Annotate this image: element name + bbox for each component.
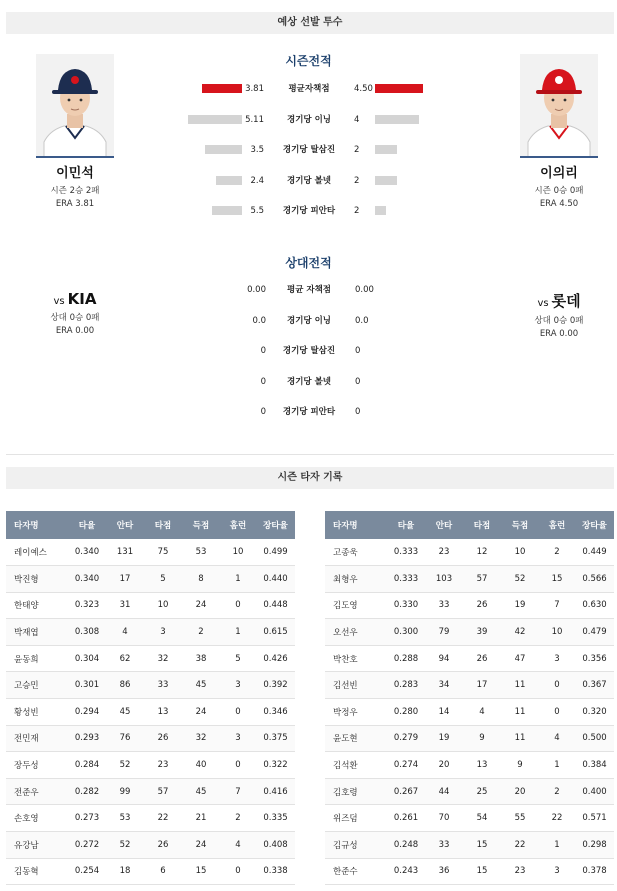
h2h-compare-row <box>0 375 617 389</box>
stat-cell: 42 <box>501 619 539 646</box>
right-stat-bar <box>375 84 423 93</box>
stat-cell: 11 <box>501 672 539 699</box>
left-stat-value: 5.5 <box>250 206 264 216</box>
stat-cell: 52 <box>501 566 539 593</box>
stat-cell: 0.282 <box>68 778 106 805</box>
table-row <box>6 672 295 699</box>
stat-cell: 38 <box>182 645 220 672</box>
table-row <box>6 832 295 859</box>
stat-cell: 23 <box>425 539 463 566</box>
stat-cell: 0.566 <box>575 566 614 593</box>
stat-cell: 0.300 <box>387 619 425 646</box>
stat-cell: 0.630 <box>575 592 614 619</box>
batter-name-cell: 박재엽 <box>6 619 68 646</box>
stat-cell: 15 <box>539 566 575 593</box>
stat-cell: 20 <box>501 778 539 805</box>
batter-name-cell: 박진형 <box>6 566 68 593</box>
left-h2h-value: 0.0 <box>252 315 266 326</box>
right-pitcher-name: 이의리 <box>540 166 578 181</box>
left-pitcher-record: 시즌 2승 2패 <box>50 186 100 196</box>
right-stat-value: 2 <box>354 206 360 216</box>
stat-cell: 54 <box>463 805 501 832</box>
stat-cell: 31 <box>106 592 144 619</box>
page-header <box>6 12 614 34</box>
column-header: 안타 <box>106 511 144 539</box>
stat-cell: 24 <box>182 699 220 726</box>
batter-name-cell: 전민재 <box>6 725 68 752</box>
stat-cell: 86 <box>106 672 144 699</box>
left-stat-value: 5.11 <box>245 114 264 125</box>
stat-cell: 15 <box>463 858 501 885</box>
batter-name-cell: 김석환 <box>325 752 387 779</box>
batter-name-cell: 한태양 <box>6 592 68 619</box>
column-header: 타율 <box>68 511 106 539</box>
batter-name-cell: 박찬호 <box>325 645 387 672</box>
batter-name-cell: 위즈덤 <box>325 805 387 832</box>
h2h-label: 경기당 탈삼진 <box>282 346 336 356</box>
stat-cell: 11 <box>501 725 539 752</box>
column-header: 타자명 <box>6 511 68 539</box>
stat-cell: 26 <box>463 592 501 619</box>
stat-cell: 40 <box>182 752 220 779</box>
stat-cell: 0 <box>539 672 575 699</box>
batter-name-cell: 윤도현 <box>325 725 387 752</box>
h2h-compare-row <box>0 283 617 297</box>
batter-name-cell: 김동혁 <box>6 858 68 885</box>
table-row <box>325 645 614 672</box>
stat-cell: 19 <box>501 592 539 619</box>
stat-cell: 0 <box>220 858 256 885</box>
table-row <box>325 805 614 832</box>
stat-cell: 26 <box>463 645 501 672</box>
stat-cell: 22 <box>144 805 182 832</box>
stat-cell: 0.330 <box>387 592 425 619</box>
left-vs-prefix: vs <box>53 296 65 307</box>
left-pitcher-name: 이민석 <box>56 166 94 181</box>
stat-cell: 2 <box>539 539 575 566</box>
stat-cell: 0.384 <box>575 752 614 779</box>
stat-cell: 3 <box>539 645 575 672</box>
stat-cell: 26 <box>144 725 182 752</box>
table-row <box>6 752 295 779</box>
stat-cell: 0.340 <box>68 566 106 593</box>
right-pitcher-record: 시즌 0승 0패 <box>534 186 584 196</box>
stat-cell: 24 <box>182 832 220 859</box>
stat-cell: 26 <box>144 832 182 859</box>
stat-cell: 0.308 <box>68 619 106 646</box>
stat-cell: 0.272 <box>68 832 106 859</box>
right-h2h-value: 0 <box>355 407 361 417</box>
stat-cell: 0.283 <box>387 672 425 699</box>
left-h2h-value: 0 <box>260 376 266 387</box>
table-row <box>325 832 614 859</box>
right-vs-record: 상대 0승 0패 <box>534 316 584 326</box>
column-header: 타율 <box>387 511 425 539</box>
left-batter-table <box>6 511 295 885</box>
table-row <box>325 672 614 699</box>
h2h-label: 경기당 이닝 <box>286 315 331 326</box>
batter-name-cell: 오선우 <box>325 619 387 646</box>
table-row <box>6 858 295 885</box>
stat-cell: 45 <box>182 672 220 699</box>
batter-name-cell: 한준수 <box>325 858 387 885</box>
stat-cell: 0.304 <box>68 645 106 672</box>
stat-cell: 17 <box>106 566 144 593</box>
stat-cell: 21 <box>182 805 220 832</box>
stat-cell: 0.279 <box>387 725 425 752</box>
stat-cell: 57 <box>144 778 182 805</box>
stat-cell: 4 <box>220 832 256 859</box>
stat-cell: 36 <box>425 858 463 885</box>
table-row <box>6 645 295 672</box>
batter-name-cell: 박정우 <box>325 699 387 726</box>
stat-cell: 33 <box>425 832 463 859</box>
stat-label: 경기당 볼넷 <box>286 175 331 186</box>
h2h-label: 경기당 볼넷 <box>286 376 331 387</box>
right-vs-prefix: vs <box>537 298 549 309</box>
season-compare-row <box>0 113 617 127</box>
stat-cell: 22 <box>501 832 539 859</box>
left-h2h-value: 0 <box>260 346 266 356</box>
stat-cell: 0.267 <box>387 778 425 805</box>
stat-cell: 15 <box>182 858 220 885</box>
column-header: 홈런 <box>220 511 256 539</box>
stat-cell: 0 <box>220 699 256 726</box>
stat-cell: 9 <box>501 752 539 779</box>
stat-cell: 0.301 <box>68 672 106 699</box>
stat-cell: 0.408 <box>256 832 295 859</box>
stat-cell: 0.273 <box>68 805 106 832</box>
batter-name-cell: 전준우 <box>6 778 68 805</box>
stat-cell: 62 <box>106 645 144 672</box>
stat-cell: 3 <box>539 858 575 885</box>
stat-cell: 32 <box>182 725 220 752</box>
stat-cell: 0.323 <box>68 592 106 619</box>
stat-cell: 52 <box>106 832 144 859</box>
table-row <box>325 725 614 752</box>
table-row <box>6 619 295 646</box>
table-row <box>6 778 295 805</box>
column-header: 득점 <box>501 511 539 539</box>
stat-cell: 7 <box>539 592 575 619</box>
stat-cell: 0.346 <box>256 699 295 726</box>
stat-cell: 79 <box>425 619 463 646</box>
right-vs-era: ERA 0.00 <box>539 329 579 339</box>
batter-section-header <box>6 467 614 489</box>
stat-cell: 3 <box>144 619 182 646</box>
stat-cell: 0.322 <box>256 752 295 779</box>
table-row <box>6 539 295 566</box>
stat-label: 경기당 이닝 <box>286 114 331 125</box>
stat-cell: 131 <box>106 539 144 566</box>
h2h-compare-row <box>0 314 617 328</box>
batter-name-cell: 유강남 <box>6 832 68 859</box>
stat-cell: 0.333 <box>387 539 425 566</box>
stat-cell: 2 <box>182 619 220 646</box>
stat-label: 경기당 탈삼진 <box>282 145 336 155</box>
stat-cell: 25 <box>463 778 501 805</box>
stat-cell: 10 <box>220 539 256 566</box>
stat-cell: 1 <box>220 619 256 646</box>
stat-cell: 4 <box>463 699 501 726</box>
section-divider <box>6 454 614 455</box>
stat-cell: 0.333 <box>387 566 425 593</box>
stat-cell: 3 <box>220 725 256 752</box>
batter-name-cell: 고승민 <box>6 672 68 699</box>
stat-cell: 0.356 <box>575 645 614 672</box>
batter-name-cell: 김도영 <box>325 592 387 619</box>
right-stat-bar <box>375 145 397 154</box>
stat-cell: 0.416 <box>256 778 295 805</box>
table-row <box>6 805 295 832</box>
season-compare-row <box>0 82 617 96</box>
h2h-compare-row <box>0 405 617 419</box>
season-compare-row <box>0 204 617 218</box>
header-title: 예상 선발 투수 <box>277 17 343 28</box>
batter-name-cell: 김선빈 <box>325 672 387 699</box>
stat-cell: 0 <box>539 699 575 726</box>
stat-cell: 0.400 <box>575 778 614 805</box>
stat-cell: 0.338 <box>256 858 295 885</box>
stat-cell: 0.280 <box>387 699 425 726</box>
stat-cell: 94 <box>425 645 463 672</box>
stat-cell: 22 <box>539 805 575 832</box>
batter-name-cell: 고종욱 <box>325 539 387 566</box>
table-row <box>325 539 614 566</box>
stat-cell: 55 <box>501 805 539 832</box>
stat-cell: 53 <box>182 539 220 566</box>
stat-cell: 0.340 <box>68 539 106 566</box>
stat-cell: 4 <box>539 725 575 752</box>
left-stat-value: 2.4 <box>250 175 264 186</box>
stat-cell: 3 <box>220 672 256 699</box>
stat-label: 평균자책점 <box>288 84 330 94</box>
stat-cell: 18 <box>106 858 144 885</box>
stat-cell: 0.293 <box>68 725 106 752</box>
stat-cell: 23 <box>501 858 539 885</box>
stat-cell: 75 <box>144 539 182 566</box>
stat-cell: 0.378 <box>575 858 614 885</box>
stat-cell: 0.392 <box>256 672 295 699</box>
table-row <box>6 725 295 752</box>
table-row <box>6 699 295 726</box>
stat-cell: 4 <box>106 619 144 646</box>
stat-cell: 0.335 <box>256 805 295 832</box>
stat-cell: 12 <box>463 539 501 566</box>
stat-cell: 0.448 <box>256 592 295 619</box>
right-batter-table <box>325 511 614 885</box>
stat-cell: 23 <box>144 752 182 779</box>
right-pitcher-era: ERA 4.50 <box>539 199 579 209</box>
right-h2h-value: 0.00 <box>355 285 374 295</box>
right-stat-value: 2 <box>354 145 360 155</box>
stat-cell: 13 <box>144 699 182 726</box>
column-header: 타점 <box>144 511 182 539</box>
stat-cell: 9 <box>463 725 501 752</box>
stat-cell: 39 <box>463 619 501 646</box>
stat-cell: 0.571 <box>575 805 614 832</box>
batter-section-title: 시즌 타자 기록 <box>277 472 343 483</box>
stat-cell: 10 <box>501 539 539 566</box>
stat-cell: 7 <box>220 778 256 805</box>
stat-cell: 33 <box>144 672 182 699</box>
stat-cell: 20 <box>425 752 463 779</box>
left-h2h-value: 0.00 <box>247 285 266 295</box>
stat-cell: 0.367 <box>575 672 614 699</box>
stat-cell: 0.426 <box>256 645 295 672</box>
batter-name-cell: 황성빈 <box>6 699 68 726</box>
stat-cell: 0.500 <box>575 725 614 752</box>
stat-cell: 13 <box>463 752 501 779</box>
column-header: 타점 <box>463 511 501 539</box>
left-stat-value: 3.81 <box>245 84 264 94</box>
right-stat-bar <box>375 176 397 185</box>
column-header: 장타율 <box>575 511 614 539</box>
stat-cell: 99 <box>106 778 144 805</box>
column-header: 타자명 <box>325 511 387 539</box>
stat-cell: 0.243 <box>387 858 425 885</box>
left-h2h-value: 0 <box>260 407 266 417</box>
stat-cell: 5 <box>220 645 256 672</box>
stat-cell: 0.449 <box>575 539 614 566</box>
batter-name-cell: 김호령 <box>325 778 387 805</box>
stat-cell: 1 <box>220 566 256 593</box>
stat-cell: 11 <box>501 699 539 726</box>
stat-cell: 47 <box>501 645 539 672</box>
stat-cell: 5 <box>144 566 182 593</box>
right-vs-team-name: 롯데 <box>551 292 581 310</box>
column-header: 장타율 <box>256 511 295 539</box>
left-pitcher-era: ERA 3.81 <box>55 199 95 209</box>
left-vs-team-name: KIA <box>67 290 97 308</box>
stat-cell: 15 <box>463 832 501 859</box>
stat-cell: 44 <box>425 778 463 805</box>
right-h2h-value: 0 <box>355 376 361 387</box>
season-compare-row <box>0 143 617 157</box>
right-stat-bar <box>375 206 386 215</box>
stat-cell: 34 <box>425 672 463 699</box>
stat-cell: 45 <box>182 778 220 805</box>
stat-cell: 0.261 <box>387 805 425 832</box>
batter-name-cell: 김규성 <box>325 832 387 859</box>
stat-cell: 76 <box>106 725 144 752</box>
stat-cell: 0 <box>220 592 256 619</box>
stat-cell: 45 <box>106 699 144 726</box>
table-row <box>325 778 614 805</box>
stat-label: 경기당 피안타 <box>282 206 336 216</box>
stat-cell: 32 <box>144 645 182 672</box>
stat-cell: 52 <box>106 752 144 779</box>
stat-cell: 14 <box>425 699 463 726</box>
stat-cell: 19 <box>425 725 463 752</box>
stat-cell: 10 <box>539 619 575 646</box>
batter-name-cell: 장두성 <box>6 752 68 779</box>
stat-cell: 0.375 <box>256 725 295 752</box>
stat-cell: 8 <box>182 566 220 593</box>
stat-cell: 57 <box>463 566 501 593</box>
stat-cell: 10 <box>144 592 182 619</box>
stat-cell: 33 <box>425 592 463 619</box>
head-to-head-title: 상대전적 <box>285 256 332 270</box>
table-row <box>325 699 614 726</box>
table-row <box>325 566 614 593</box>
left-vs-record: 상대 0승 0패 <box>50 313 100 323</box>
stat-cell: 1 <box>539 832 575 859</box>
stat-cell: 24 <box>182 592 220 619</box>
stat-cell: 0 <box>220 752 256 779</box>
batter-name-cell: 레이예스 <box>6 539 68 566</box>
table-row <box>6 566 295 593</box>
stat-cell: 70 <box>425 805 463 832</box>
stat-cell: 0.499 <box>256 539 295 566</box>
stat-cell: 0.298 <box>575 832 614 859</box>
stat-cell: 0.440 <box>256 566 295 593</box>
left-stat-value: 3.5 <box>250 145 264 155</box>
right-stat-bar <box>375 115 419 124</box>
stat-cell: 6 <box>144 858 182 885</box>
right-stat-value: 4 <box>354 114 360 125</box>
column-header: 홈런 <box>539 511 575 539</box>
h2h-label: 평균 자책점 <box>286 285 331 295</box>
batter-name-cell: 손호영 <box>6 805 68 832</box>
column-header: 안타 <box>425 511 463 539</box>
season-compare-row <box>0 174 617 188</box>
stat-cell: 0.294 <box>68 699 106 726</box>
table-row <box>325 592 614 619</box>
stat-cell: 103 <box>425 566 463 593</box>
stat-cell: 1 <box>539 752 575 779</box>
stat-cell: 0.320 <box>575 699 614 726</box>
stat-cell: 0.284 <box>68 752 106 779</box>
column-header: 득점 <box>182 511 220 539</box>
h2h-compare-row <box>0 344 617 358</box>
h2h-label: 경기당 피안타 <box>282 407 336 417</box>
right-h2h-value: 0.0 <box>355 315 369 326</box>
left-vs-era: ERA 0.00 <box>55 326 95 336</box>
batter-name-cell: 최형우 <box>325 566 387 593</box>
stat-cell: 2 <box>220 805 256 832</box>
table-row <box>325 858 614 885</box>
season-record-title: 시즌전적 <box>285 54 332 68</box>
stat-cell: 0.288 <box>387 645 425 672</box>
table-row <box>325 752 614 779</box>
table-row <box>325 619 614 646</box>
stat-cell: 53 <box>106 805 144 832</box>
batter-name-cell: 윤동희 <box>6 645 68 672</box>
stat-cell: 0.615 <box>256 619 295 646</box>
table-row <box>6 592 295 619</box>
right-h2h-value: 0 <box>355 346 361 356</box>
stat-cell: 0.248 <box>387 832 425 859</box>
stat-cell: 2 <box>539 778 575 805</box>
right-stat-value: 2 <box>354 175 360 186</box>
stat-cell: 0.479 <box>575 619 614 646</box>
stat-cell: 0.274 <box>387 752 425 779</box>
right-stat-value: 4.50 <box>354 84 373 94</box>
stat-cell: 17 <box>463 672 501 699</box>
stat-cell: 0.254 <box>68 858 106 885</box>
